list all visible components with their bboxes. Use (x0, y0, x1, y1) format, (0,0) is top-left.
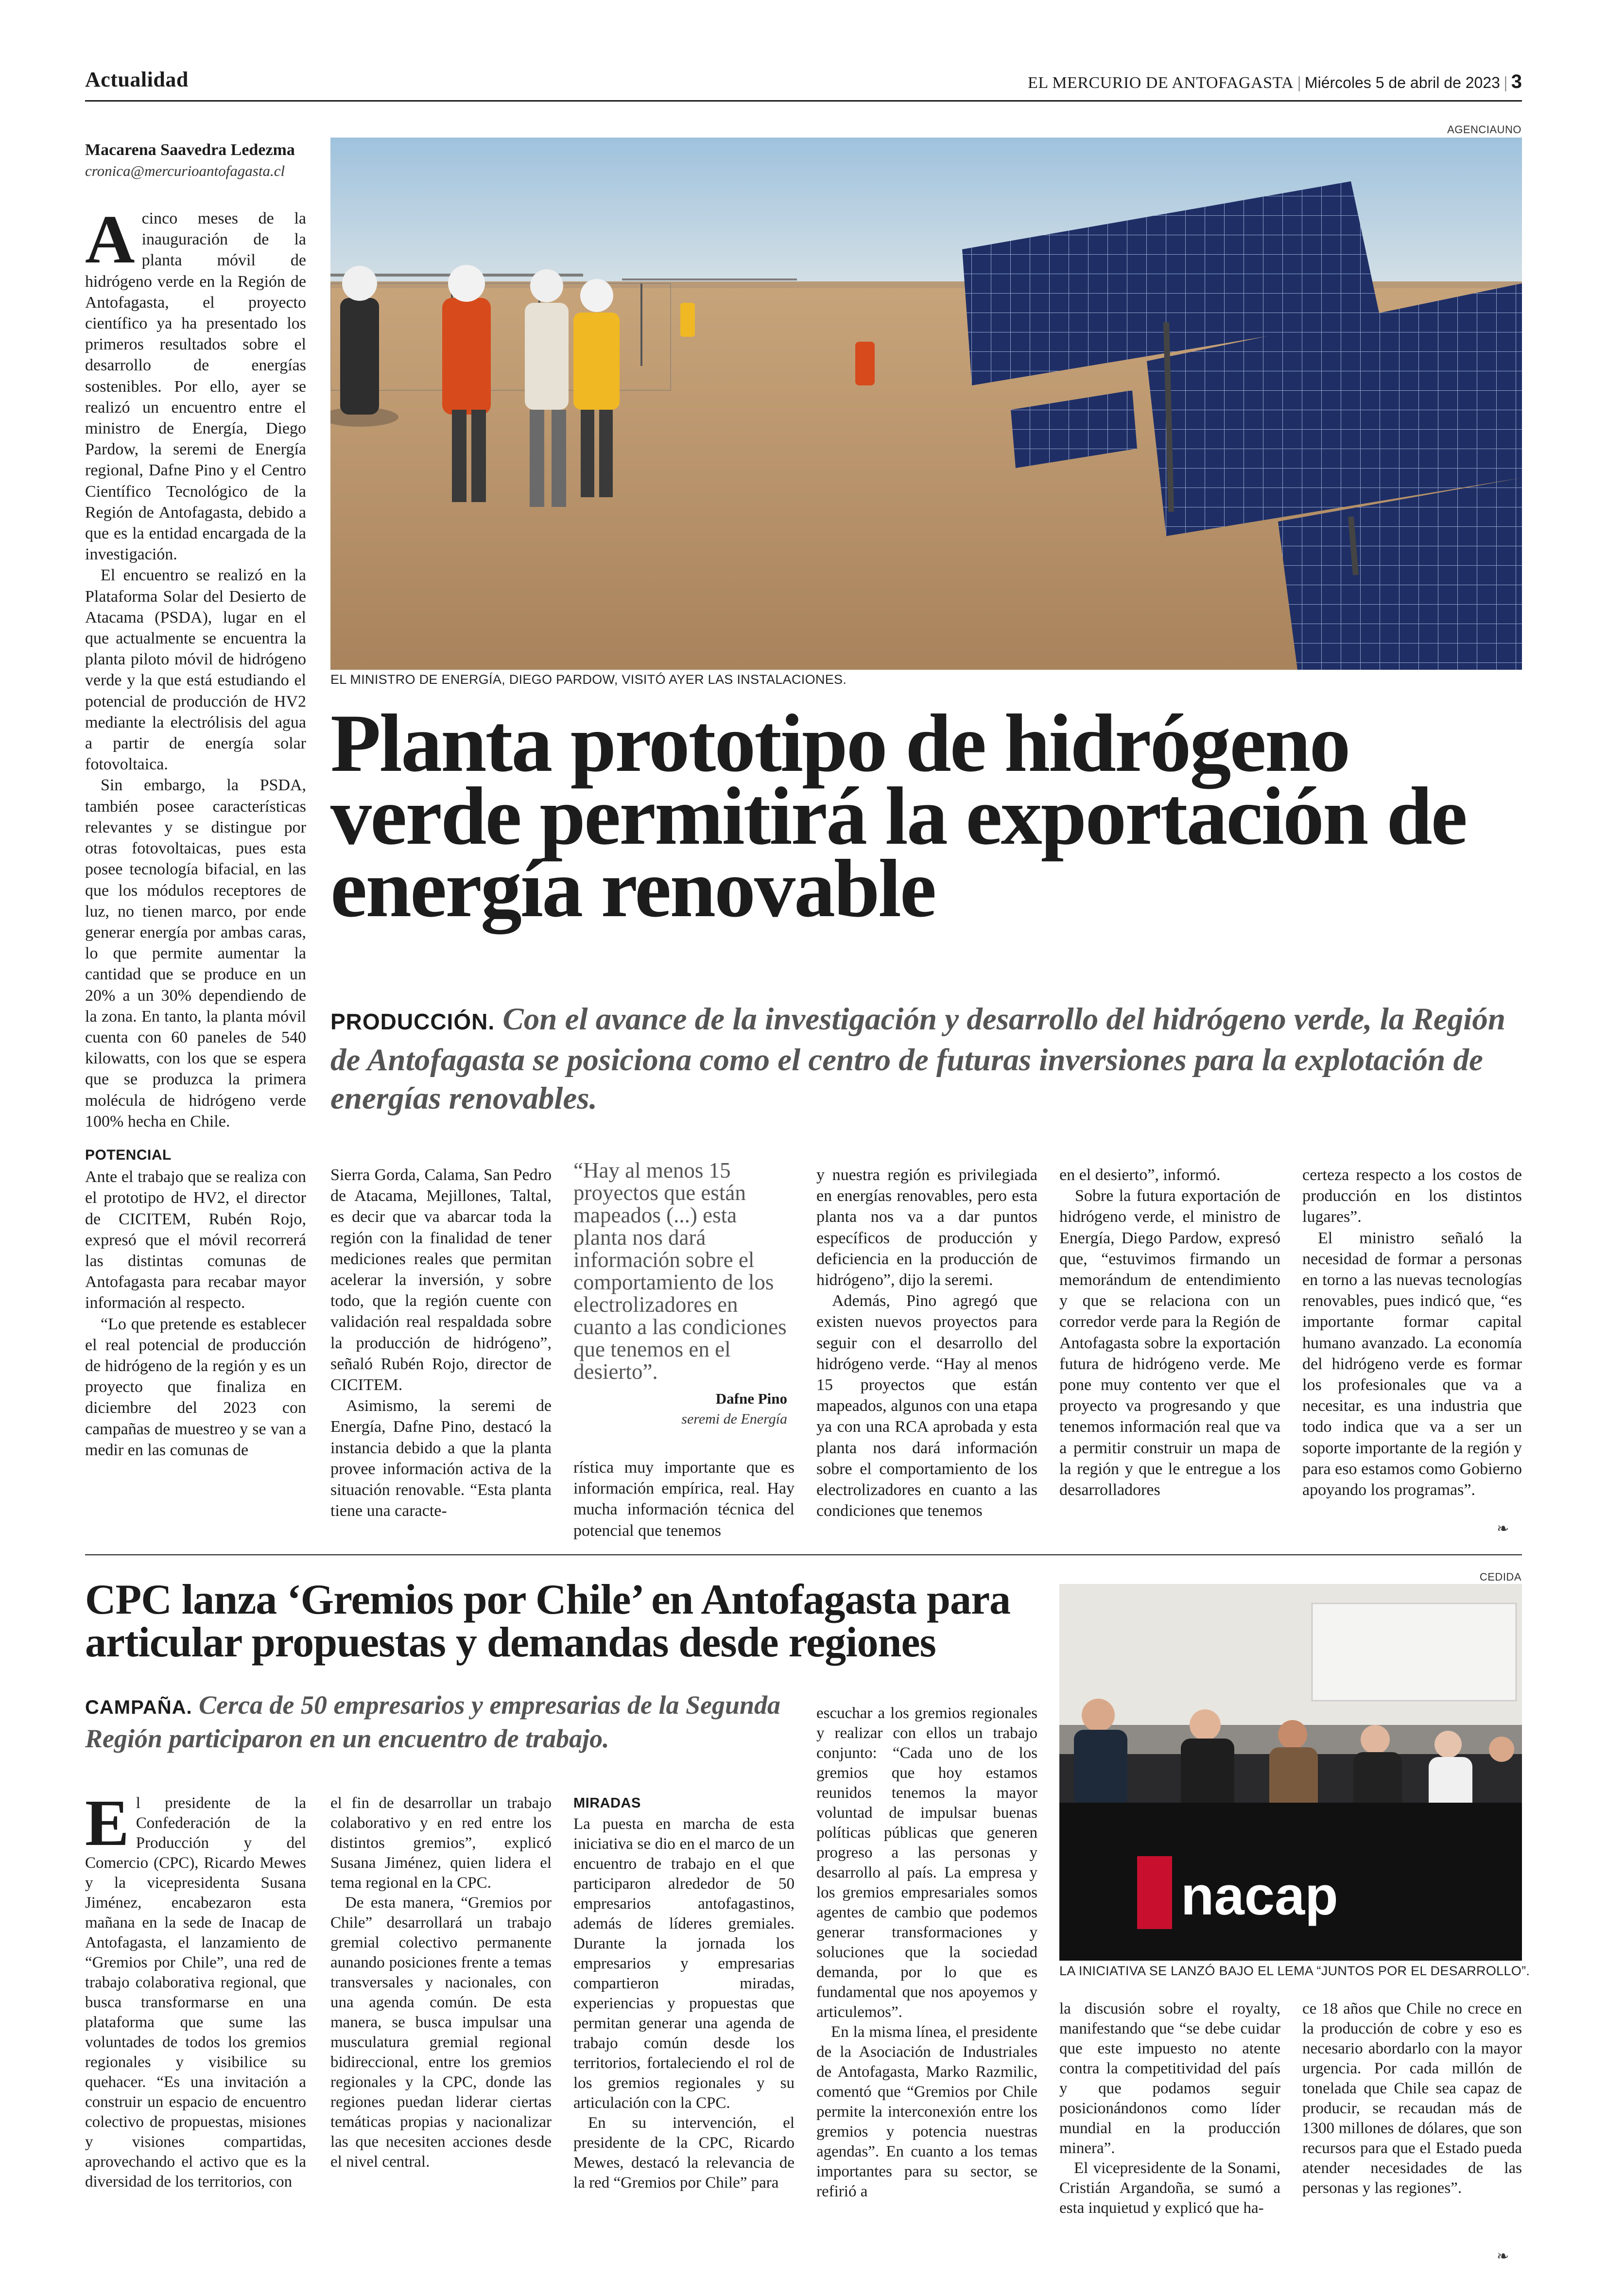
byline-name: Macarena Saavedra Ledezma (85, 141, 295, 159)
dropcap-2: E (85, 1787, 129, 1860)
article-end-icon: ❧ (1497, 1520, 1509, 1537)
paragraph: “Lo que pretende es establecer el real potencial de producción de hidrógeno de la región y es un proyecto que finaliza en diciembre del 2023 con campañas de muestreo y se van a medir en las comunas de (85, 1315, 306, 1459)
paragraph: El vicepresidente de la Sonami, Cristián Argandoña, se sumó a esta inquietud y explicó que ha- (1059, 2159, 1280, 2217)
banner-text: nacap (1181, 1865, 1338, 1926)
article2-column-2 (330, 1793, 552, 2172)
paragraph: El encuentro se realizó en la Plataforma Solar del Desierto de Atacama (PSDA), lugar en el que actualmente se encuentra la planta piloto móvil de hidrógeno verde y la que está estudiando el potencial de producción de HV2 mediante la electrólisis del agua a partir de energía solar fotovoltaica. (85, 566, 306, 774)
section-label: Actualidad (85, 68, 189, 91)
photo-caption: EL MINISTRO DE ENERGÍA, DIEGO PARDOW, VISITÓ AYER LAS INSTALACIONES. (330, 672, 847, 687)
paragraph: Sin embargo, la PSDA, también posee características relevantes y se distingue por otras fotovoltaicas, pues esta posee tecnología bifacial, en las que los módulos receptores de luz, no tienen marco, por ende generar energía por ambas caras, lo que permite aumentar la cantidad que se produce en un 20% a un 30% dependiendo de la zona. En tanto, la planta móvil cuenta con 60 paneles de 540 kilowatts, con los que se espera que se produzca la primera molécula de hidrógeno verde 100% hecha en Chile. (85, 776, 306, 1131)
article1-column-6 (1302, 1165, 1522, 1500)
deck-text: Con el avance de la investigación y desarrollo del hidrógeno verde, la Región de Antofagasta se posiciona como el centro de futuras inversiones para la explotación de energías renovables. (330, 1002, 1505, 1116)
paragraph: La puesta en marcha de esta iniciativa se dio en el marco de un encuentro de trabajo en el que participaron alrededor de 50 empresarios antofagastinos, además de líderes gremiales. Durante la jornada los empresarios y empresarias compartieron miradas, experiencias y propuestas que permitan generar una agenda de trabajo común desde los territorios, fortaleciendo el rol de los gremios regionales y su articulación con la CPC. (573, 1815, 795, 2112)
photo-credit-2: CEDIDA (1479, 1571, 1521, 1583)
paragraph: y nuestra región es privilegiada en energías renovables, pero esta planta nos va a dar puntos específicos de producción y deficiencia en la producción de hidrógeno”, dijo la seremi. (816, 1166, 1037, 1289)
article1-column-1 (85, 201, 306, 1461)
paragraph: l presidente de la Confederación de la Producción y del Comercio (CPC), Ricardo Mewes y la vicepresidenta Susana Jiménez, encabezaron esta mañana en la sede de Inacap de Antofagasta, el lanzamiento de “Gremios por Chile”, una red de trabajo colaborativa regional, que busca transformarse en una plataforma que sume las voluntades de todos los gremios regionales y visibilice su quehacer. “Es una invitación a construir un espacio de encuentro colectivo de propuestas, misiones y visiones compartidas, aprovechando el activo que es la diversidad de los territorios, con (85, 1794, 306, 2191)
photo-credit: AGENCIAUNO (1447, 123, 1521, 136)
article1-column-5 (1059, 1165, 1280, 1500)
article-end-icon: ❧ (1497, 2248, 1509, 2265)
paragraph: En su intervención, el presidente de la CPC, Ricardo Mewes, destacó la relevancia de la red “Gremios por Chile” para (573, 2114, 795, 2192)
publication-name: EL MERCURIO DE ANTOFAGASTA (1028, 74, 1294, 92)
paragraph: De esta manera, “Gremios por Chile” desarrollará un trabajo gremial colectivo permanente aunando posiciones frente a temas transversales y nacionales, con una agenda común. De esta manera, se busca impulsar una musculatura gremial regional bidireccional, entre los gremios regionales y la CPC, donde las regiones puedan liderar ciertas temáticas propias y nacionalizar las que necesiten acciones desde el nivel central. (330, 1894, 552, 2171)
pull-quote: “Hay al menos 15 proyectos que están mapeados (...) esta planta nos dará información sobre el comportamiento de los electrolizadores en cuanto a las condiciones que tenemos en el desierto”. (573, 1158, 787, 1384)
subhead: POTENCIAL (85, 1147, 172, 1163)
paragraph: la discusión sobre el royalty, manifestando que “se debe cuidar que este impuesto no atente contra la competitividad del país y que podamos seguir posicionándonos como líder mundial en la producción minera”. (1059, 2000, 1280, 2157)
deck-2 (85, 1689, 824, 1754)
header-rule (85, 100, 1522, 102)
paragraph: el fin de desarrollar un trabajo colaborativo y en red entre los distintos gremios”, explicó Susana Jiménez, quien lidera el tema regional en la CPC. (330, 1794, 552, 1892)
kicker: PRODUCCIÓN. (330, 1009, 495, 1034)
kicker-2: CAMPAÑA. (85, 1697, 192, 1718)
masthead: EL MERCURIO DE ANTOFAGASTA | Miércoles 5 de abril de 2023 | 3 (1028, 71, 1522, 92)
article2-column-6 (1302, 1999, 1522, 2198)
paragraph: Asimismo, la seremi de Energía, Dafne Pino, destacó la instancia debido a que la planta provee información activa de la situación renovable. “Esta planta tiene una caracte- (330, 1397, 552, 1520)
paragraph: certeza respecto a los costos de producción en los distintos lugares”. (1302, 1166, 1522, 1226)
paragraph: cinco meses de la inauguración de la planta móvil de hidrógeno verde en la Región de Antofagasta, el proyecto científico ya ha presentado los primeros resultados sobre el desarrollo de energías sostenibles. Por ello, ayer se realizó un encuentro entre el ministro de Energía, Diego Pardow, la seremi de Energía regional, Dafne Pino y el Centro Científico Tecnológico de la Región de Antofagasta, debido a que es la entidad encargada de la investigación. (85, 209, 306, 564)
paragraph: El ministro señaló la necesidad de formar a personas en torno a las nuevas tecnologías renovables, pues indicó que, “es importante formar capital humano avanzado. La economía del hidrógeno verde es formar los profesionales que va a necesitar, es una industria que todo indica que va a ser un soporte importante de la región y para eso estamos como Gobierno apoyando los programas”. (1302, 1229, 1522, 1499)
event-photo (1059, 1584, 1522, 1961)
paragraph: Ante el trabajo que se realiza con el prototipo de HV2, el director de CICITEM, Rubén Rojo, expresó que el móvil recorrerá las distintas comunas de Antofagasta para recabar mayor información al respecto. (85, 1168, 306, 1312)
paragraph: Sierra Gorda, Calama, San Pedro de Atacama, Mejillones, Taltal, es decir que va abarcar toda la región con la finalidad de tener mediciones reales que permitan acelerar la inversión, y sobre todo, que la región cuente con validación real respaldada sobre la producción de hidrógeno”, señaló Rubén Rojo, director de CICITEM. (330, 1166, 552, 1394)
paragraph: escuchar a los gremios regionales y realizar con ellos un trabajo conjunto: “Cada uno de los gremios que hoy estamos reunidos tenemos la mayor voluntad de impulsar buenas políticas públicas que generen progreso a las personas y desarrollo al país. La empresa y los gremios empresariales somos agentes de cambio que podemos generar transformaciones y soluciones que la sociedad demanda, por lo que es fundamental que nos apoyemos y articulemos”. (816, 1705, 1037, 2021)
paragraph: rística muy importante que es información empírica, real. Hay mucha información técnica del potencial que tenemos (573, 1459, 795, 1540)
page-number: 3 (1511, 71, 1522, 92)
article1-column-4 (816, 1165, 1037, 1521)
headline-2: CPC lanza ‘Gremios por Chile’ en Antofagasta para articular propuestas y demandas desde regiones (85, 1576, 1011, 1666)
article2-column-1 (85, 1787, 306, 2192)
subhead-2: MIRADAS (573, 1795, 641, 1811)
headline: Planta prototipo de hidrógeno verde permitirá la exportación de energía renovable (330, 697, 1467, 935)
paragraph: en el desierto”, informó. (1059, 1166, 1221, 1184)
quote-author: Dafne Pino (715, 1390, 787, 1407)
issue-date: Miércoles 5 de abril de 2023 (1304, 74, 1500, 91)
deck-2-text: Cerca de 50 empresarios y empresarias de la Segunda Región participaron en un encuentro de trabajo. (85, 1690, 781, 1753)
article2-column-5 (1059, 1999, 1280, 2218)
paragraph: En la misma línea, el presidente de la Asociación de Industriales de Antofagasta, Marko Razmilic, comentó que “Gremios por Chile permite la interconexión entre los gremios y potencia nuestras agendas”. En cuanto a los temas importantes para su sector, se refirió a (816, 2023, 1037, 2200)
deck (330, 1000, 1511, 1118)
dropcap: A (85, 201, 135, 278)
article1-column-2 (330, 1165, 552, 1521)
paragraph: Sobre la futura exportación de hidrógeno verde, el ministro de Energía, Diego Pardow, expresó que, “estuvimos firmando un memorándum de entendimiento y que se relaciona con un corredor verde para la Región de Antofagasta sobre la exportación futura de hidrógeno verde. Me pone muy contento ver que el proyecto va progresando y que tenemos información real que va a permitir construir un mapa de la región y que le entregue a los desarrolladores (1059, 1187, 1280, 1499)
article2-column-4 (816, 1704, 1037, 2202)
byline-email: cronica@mercurioantofagasta.cl (85, 162, 285, 179)
solar-plant-photo (330, 138, 1522, 670)
section-divider (85, 1554, 1522, 1555)
paragraph: ce 18 años que Chile no crece en la producción de cobre y eso es necesario abordarlo con la mayor urgencia. Por cada millón de tonelada que Chile sea capaz de producir, se recaudan más de 1300 millones de dólares, que son recursos para que el Estado pueda atender necesidades de las personas y las regiones”. (1302, 2000, 1522, 2197)
photo-caption-2: LA INICIATIVA SE LANZÓ BAJO EL LEMA “JUNTOS POR EL DESARROLLO”. (1059, 1964, 1530, 1978)
article2-column-3 (573, 1793, 795, 2193)
quote-role: seremi de Energía (681, 1411, 787, 1427)
paragraph: Además, Pino agregó que existen nuevos proyectos para seguir con el desarrollo del hidrógeno verde. “Hay al menos 15 proyectos que están mapeados, algunos con una etapa ya con una RCA aprobada y esta planta nos dará información sobre el comportamiento de los electrolizadores en cuanto a las condiciones que tenemos (816, 1292, 1037, 1520)
article1-column-3 (573, 1457, 795, 1541)
